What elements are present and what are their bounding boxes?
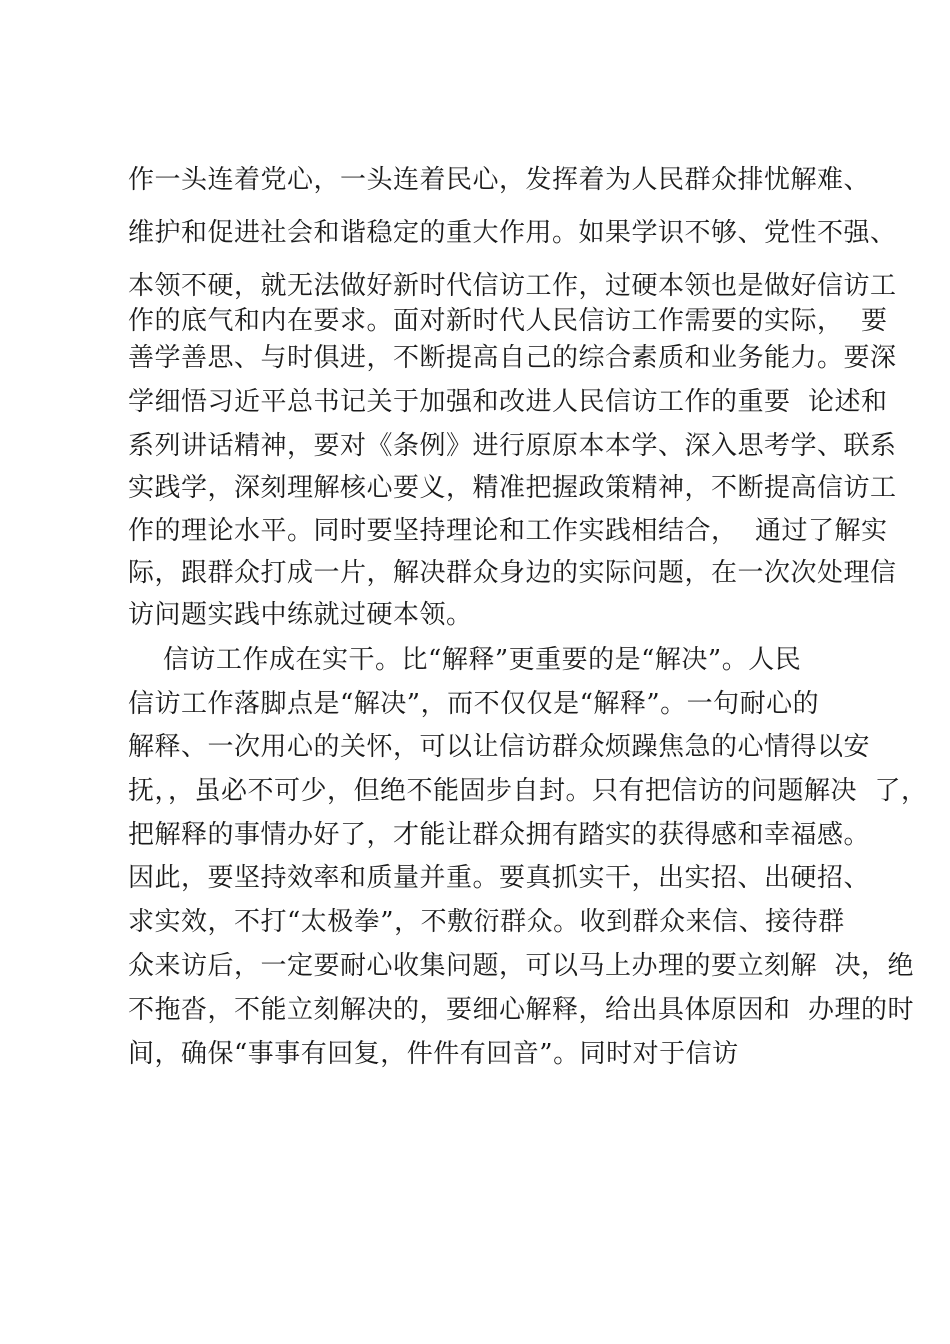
- text-line: 访问题实践中练就过硬本领。: [128, 600, 473, 630]
- text-line: 作的底气和内在要求。面对新时代人民信访工作需要的实际， 要: [128, 306, 888, 336]
- text-line: 作一头连着党心，一头连着民心，发挥着为人民群众排忧解难、: [128, 165, 871, 195]
- text-line: 系列讲话精神，要对《条例》进行原原本本学、深入思考学、联系: [128, 431, 897, 461]
- text-line: 众来访后，一定要耐心收集问题，可以马上办理的要立刻解 决，绝: [128, 951, 915, 981]
- text-line: 间，确保“事事有回复，件件有回音”。同时对于信访: [128, 1039, 739, 1069]
- text-line: 实践学，深刻理解核心要义，精准把握政策精神，不断提高信访工: [128, 473, 897, 503]
- text-line: 信访工作成在实干。比“解释”更重要的是“解决”。人民: [128, 645, 802, 675]
- text-line: 维护和促进社会和谐稳定的重大作用。如果学识不够、党性不强、: [128, 218, 897, 248]
- text-line: 求实效，不打“太极拳”，不敷衍群众。收到群众来信、接待群: [128, 907, 845, 937]
- text-line: 学细悟习近平总书记关于加强和改进人民信访工作的重要 论述和: [128, 387, 888, 417]
- text-line: 解释、一次用心的关怀，可以让信访群众烦躁焦急的心情得以安: [128, 732, 871, 762]
- text-line: 信访工作落脚点是“解决”，而不仅仅是“解释”。一句耐心的: [128, 689, 820, 719]
- text-line: 不拖沓，不能立刻解决的，要细心解释，给出具体原因和 办理的时: [128, 995, 915, 1025]
- text-line: 因此，要坚持效率和质量并重。要真抓实干，出实招、出硬招、: [128, 863, 871, 893]
- text-line: 善学善思、与时俱进，不断提高自己的综合素质和业务能力。要深: [128, 343, 897, 373]
- text-line: 本领不硬，就无法做好新时代信访工作，过硬本领也是做好信访工: [128, 271, 897, 301]
- text-line: 际，跟群众打成一片，解决群众身边的实际问题，在一次次处理信: [128, 558, 897, 588]
- text-line: 把解释的事情办好了，才能让群众拥有踏实的获得感和幸福感。: [128, 820, 871, 850]
- text-line: 作的理论水平。同时要坚持理论和工作实践相结合， 通过了解实: [128, 516, 888, 546]
- text-line: 抚，，虽必不可少，但绝不能固步自封。只有把信访的问题解决 了，: [128, 776, 928, 806]
